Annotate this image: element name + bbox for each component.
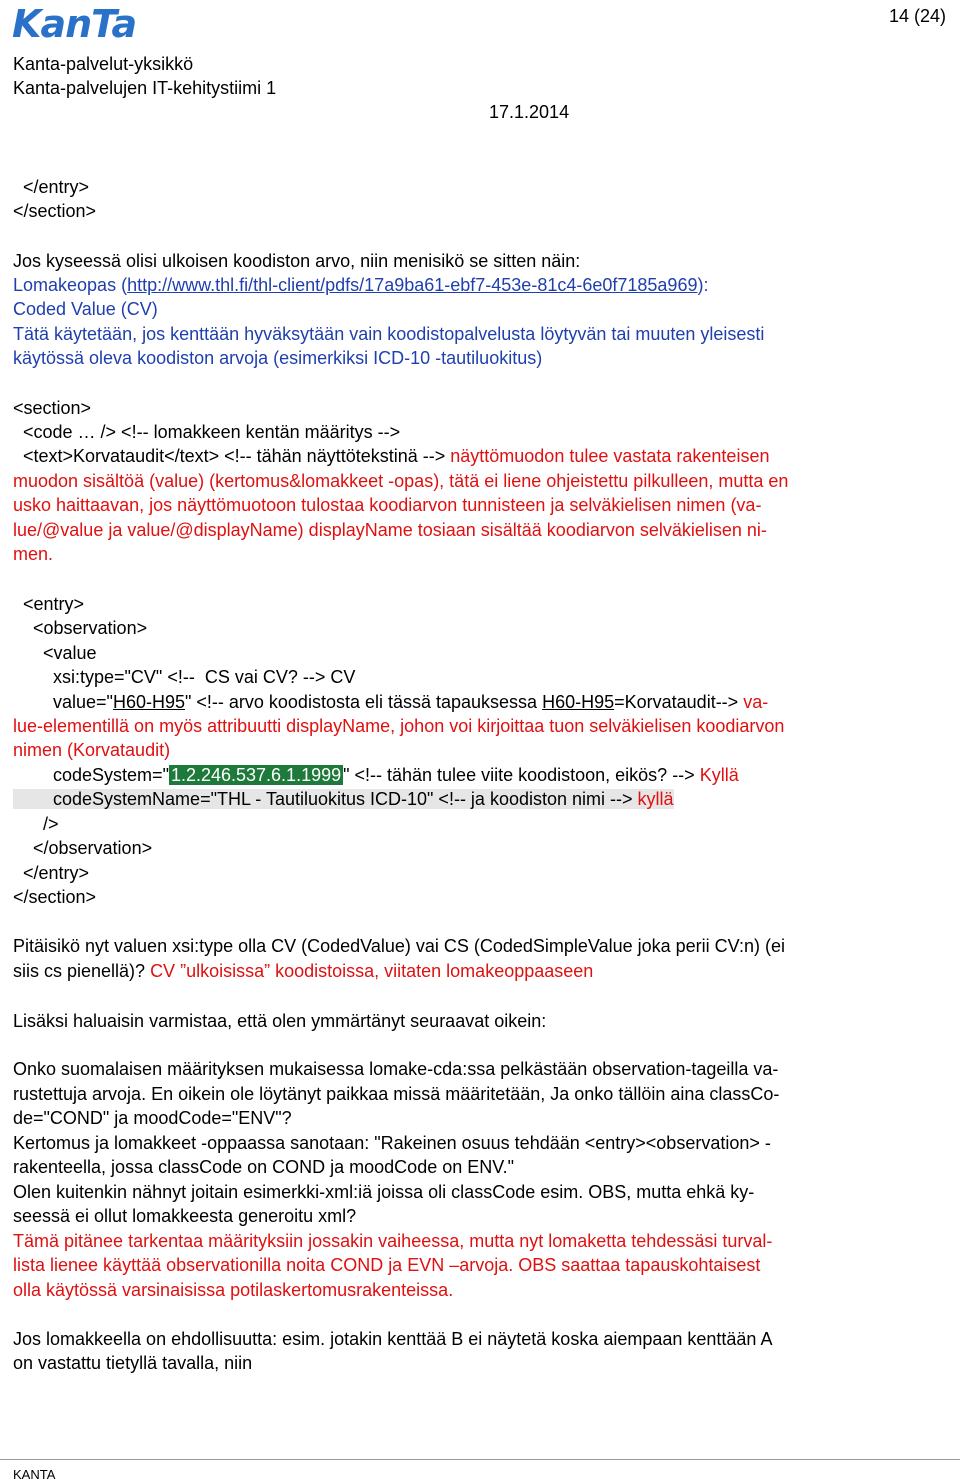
- code-text: codeSystem=": [13, 765, 169, 785]
- paragraph-line: on vastattu tietyllä tavalla, niin: [13, 1353, 253, 1373]
- comment-red: va-: [743, 692, 769, 712]
- quoted-text-line: käytössä oleva koodiston arvoja (esimerkiksi ICD-10 -tautiluokitus): [13, 348, 543, 368]
- comment-red: näyttömuodon tulee vastata rakenteisen: [450, 446, 770, 466]
- oid-highlight: 1.2.246.537.6.1.1999: [170, 765, 342, 785]
- kanta-logo: [12, 2, 137, 46]
- paragraph-line: seessä ei ollut lomakkeesta generoitu xml?: [13, 1206, 357, 1226]
- answer-red-line: olla käytössä varsinaisissa potilaskertomusrakenteissa.: [13, 1280, 454, 1300]
- code-self-close: />: [13, 814, 59, 834]
- page-number: 14 (24): [888, 6, 946, 26]
- thl-pdf-link[interactable]: http://www.thl.fi/thl-client/pdfs/17a9ba61-ebf7-453e-81c4-6e0f7185a969: [127, 275, 698, 295]
- answer-red-line: lista lienee käyttää observationilla noita COND ja EVN –arvoja. OBS saattaa tapauskohtaisest: [13, 1255, 761, 1275]
- code-text: " <!-- arvo koodistosta eli tässä tapauksessa: [185, 692, 543, 712]
- comment-red-line: lue-elementillä on myös attribuutti displayName, johon voi kirjoittaa tuon selväkielisen koodiarvon: [13, 716, 785, 736]
- code-text-line: [13, 444, 769, 468]
- code-text: =Korvataudit-->: [614, 692, 744, 712]
- reference-suffix: ):: [697, 275, 709, 295]
- footer-label: KANTA: [13, 1467, 56, 1482]
- answer-red: CV ”ulkoisissa” koodistoissa, viitaten lomakeoppaaseen: [150, 961, 594, 981]
- code-entry-close: </entry>: [13, 863, 90, 883]
- lomakeopas-reference: [13, 273, 708, 297]
- code-section-close: </section>: [13, 887, 97, 907]
- code-text: " <!-- tähän tulee viite koodistoon, eikös? -->: [343, 765, 700, 785]
- comment-red-line: men.: [13, 544, 54, 564]
- quoted-text-line: Tätä käytetään, jos kenttään hyväksytään vain koodistopalvelusta löytyvän tai muuten yleisesti: [13, 324, 765, 344]
- paragraph-line: Jos kyseessä olisi ulkoisen koodiston arvo, niin menisikö se sitten näin:: [13, 251, 581, 271]
- paragraph-line: Onko suomalaisen määrityksen mukaisessa lomake-cda:ssa pelkästään observation-tageilla va-: [13, 1059, 779, 1079]
- comment-red-line: usko haittaavan, jos näyttömuotoon tulostaa koodiarvon tunnisteen ja selväkielisen nimen (va-: [13, 495, 762, 515]
- quoted-heading: Coded Value (CV): [13, 299, 158, 319]
- code-xsi-type: xsi:type="CV" <!-- CS vai CV? --> CV: [13, 667, 356, 687]
- code-entry-open: <entry>: [13, 594, 85, 614]
- paragraph-line: Olen kuitenkin nähnyt joitain esimerkki-xml:iä joissa oli classCode esim. OBS, mutta ehkä ky-: [13, 1182, 755, 1202]
- comment-red-line: lue/@value ja value/@displayName) displayName tosiaan sisältää koodiarvon selväkielisen ni-: [13, 520, 767, 540]
- answer-red-line: Tämä pitänee tarkentaa määrityksiin jossakin vaiheessa, mutta nyt lomaketta tehdessäsi turval-: [13, 1231, 773, 1251]
- paragraph-line: Lisäksi haluaisin varmistaa, että olen ymmärtänyt seuraavat oikein:: [13, 1011, 547, 1031]
- code-text: value=": [13, 692, 113, 712]
- paragraph-line: Kertomus ja lomakkeet -oppaassa sanotaan: "Rakeinen osuus tehdään <entry><observation> -: [13, 1133, 771, 1153]
- code-observation-open: <observation>: [13, 618, 148, 638]
- code-section-close: </section>: [13, 201, 97, 221]
- team-name: Kanta-palvelujen IT-kehitystiimi 1: [13, 78, 277, 98]
- logo-text: KanTa: [12, 2, 137, 46]
- code-codesystemname: [13, 787, 674, 811]
- code-value-attr: [13, 690, 768, 714]
- paragraph-line: Jos lomakkeella on ehdollisuutta: esim. jotakin kenttää B ei näytetä koska aiempaan kenttään A: [13, 1329, 773, 1349]
- document-date: 17.1.2014: [489, 102, 570, 122]
- code-observation-close: </observation>: [13, 838, 153, 858]
- code-line: <code … /> <!-- lomakkeen kentän määritys -->: [13, 422, 401, 442]
- paragraph-line: de="COND" ja moodCode="ENV"?: [13, 1108, 292, 1128]
- paragraph-line: rustettuja arvoja. En oikein ole löytänyt paikkaa missä määritetään, Ja onko tällöin aina classCo-: [13, 1084, 780, 1104]
- org-unit: Kanta-palvelut-yksikkö: [13, 54, 194, 74]
- code-value-underlined: H60-H95: [542, 692, 615, 712]
- footer-divider: [0, 1459, 960, 1460]
- comment-red: kyllä: [637, 789, 674, 809]
- comment-red-line: nimen (Korvataudit): [13, 740, 171, 760]
- code-entry-close: </entry>: [13, 177, 90, 197]
- code-codesystem: [13, 763, 739, 787]
- reference-prefix: Lomakeopas (: [13, 275, 128, 295]
- paragraph-line: Pitäisikö nyt valuen xsi:type olla CV (CodedValue) vai CS (CodedSimpleValue joka perii CV:n) (ei: [13, 936, 786, 956]
- code-text: codeSystemName="THL - Tautiluokitus ICD-10" <!-- ja koodiston nimi -->: [13, 789, 638, 809]
- paragraph-line: [13, 959, 593, 983]
- code-value-underlined: H60-H95: [112, 692, 185, 712]
- code-value-open: <value: [13, 643, 97, 663]
- paragraph-text: siis cs pienellä)?: [13, 961, 151, 981]
- comment-red-line: muodon sisältöä (value) (kertomus&lomakkeet -opas), tätä ei liene ohjeistettu pilkulleen, mutta en: [13, 471, 789, 491]
- code-section-open: <section>: [13, 398, 92, 418]
- code-text: <text>Korvataudit</text> <!-- tähän näyttötekstinä -->: [13, 446, 451, 466]
- comment-red: Kyllä: [699, 765, 739, 785]
- paragraph-line: rakenteella, jossa classCode on COND ja moodCode on ENV.": [13, 1157, 514, 1177]
